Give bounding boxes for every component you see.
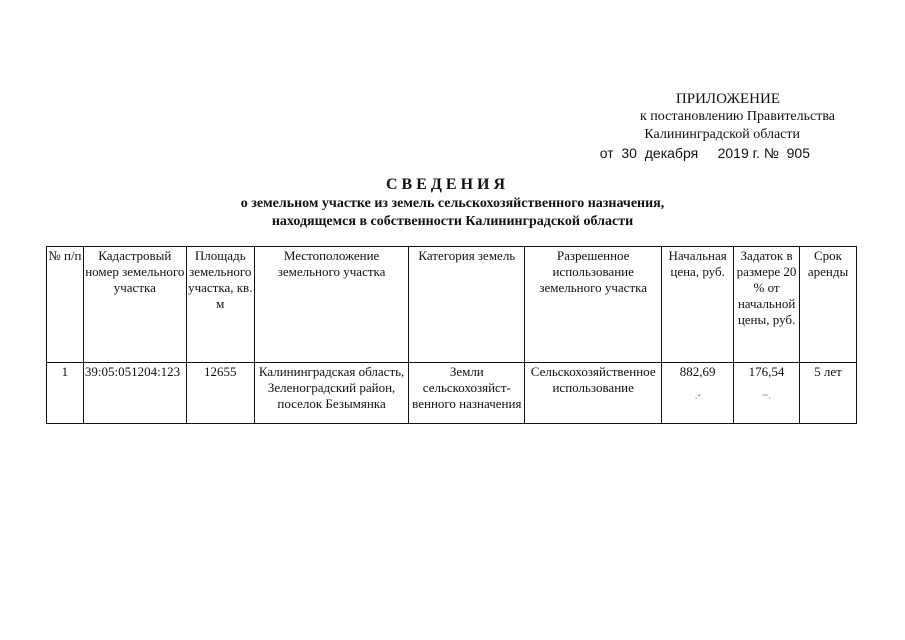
appendix-line-resolution: к постановлению Правительства: [639, 109, 835, 124]
header-deposit: Задаток в размере 20 % от начальной цены, руб.: [734, 247, 800, 363]
header-category: Категория земель: [409, 247, 525, 363]
cell-cadastral: 39:05:051204:123: [83, 363, 186, 424]
scan-mark-icon: ˜˜·: [762, 393, 772, 403]
appendix-title: ПРИЛОЖЕНИЕ: [675, 91, 780, 107]
appendix-block: [560, 90, 890, 162]
cell-area: 12655: [186, 363, 254, 424]
date-prefix: от: [599, 145, 614, 161]
cell-number: 1: [47, 363, 84, 424]
header-initial-price: Начальная цена, руб.: [662, 247, 734, 363]
cell-category: Земли сельскохозяйст-венного назначения: [409, 363, 525, 424]
scan-mark-icon: ·ˇ: [694, 393, 701, 403]
heading-subtitle-2: находящемся в собственности Калининградской области: [271, 214, 634, 229]
cell-deposit: [734, 363, 800, 424]
number-label: №: [763, 145, 779, 161]
document-heading: [0, 175, 905, 231]
appendix-date-line: [560, 144, 890, 162]
header-lease-term: Срок аренды: [800, 247, 857, 363]
header-area: Площадь земельного участка, кв. м: [186, 247, 254, 363]
heading-subtitle-1: о земельном участке из земель сельскохозяйственного назначения,: [240, 196, 665, 211]
initial-price-value: 882,69: [679, 364, 716, 379]
header-permitted-use: Разрешенное использование земельного участка: [525, 247, 662, 363]
header-number: № п/п: [47, 247, 84, 363]
date-month: декабря: [644, 145, 699, 161]
heading-title: СВЕДЕНИЯ: [385, 176, 510, 193]
appendix-line-region: Калининградской области: [644, 127, 800, 142]
table-row: [47, 363, 857, 424]
cell-location: Калининградская область, Зеленоградский район, поселок Безымянка: [254, 363, 409, 424]
land-plot-table: [46, 246, 857, 424]
cell-permitted-use: Сельскохозяйственное использование: [525, 363, 662, 424]
date-day: 30: [621, 145, 637, 161]
deposit-value: 176,54: [748, 364, 785, 379]
resolution-number: 905: [786, 145, 810, 161]
date-year: 2019 г.: [717, 145, 760, 161]
cell-lease-term: 5 лет: [800, 363, 857, 424]
header-cadastral: Кадастровый номер земельного участка: [83, 247, 186, 363]
table-header-row: [47, 247, 857, 363]
header-location: Местоположение земельного участка: [254, 247, 409, 363]
cell-initial-price: [662, 363, 734, 424]
